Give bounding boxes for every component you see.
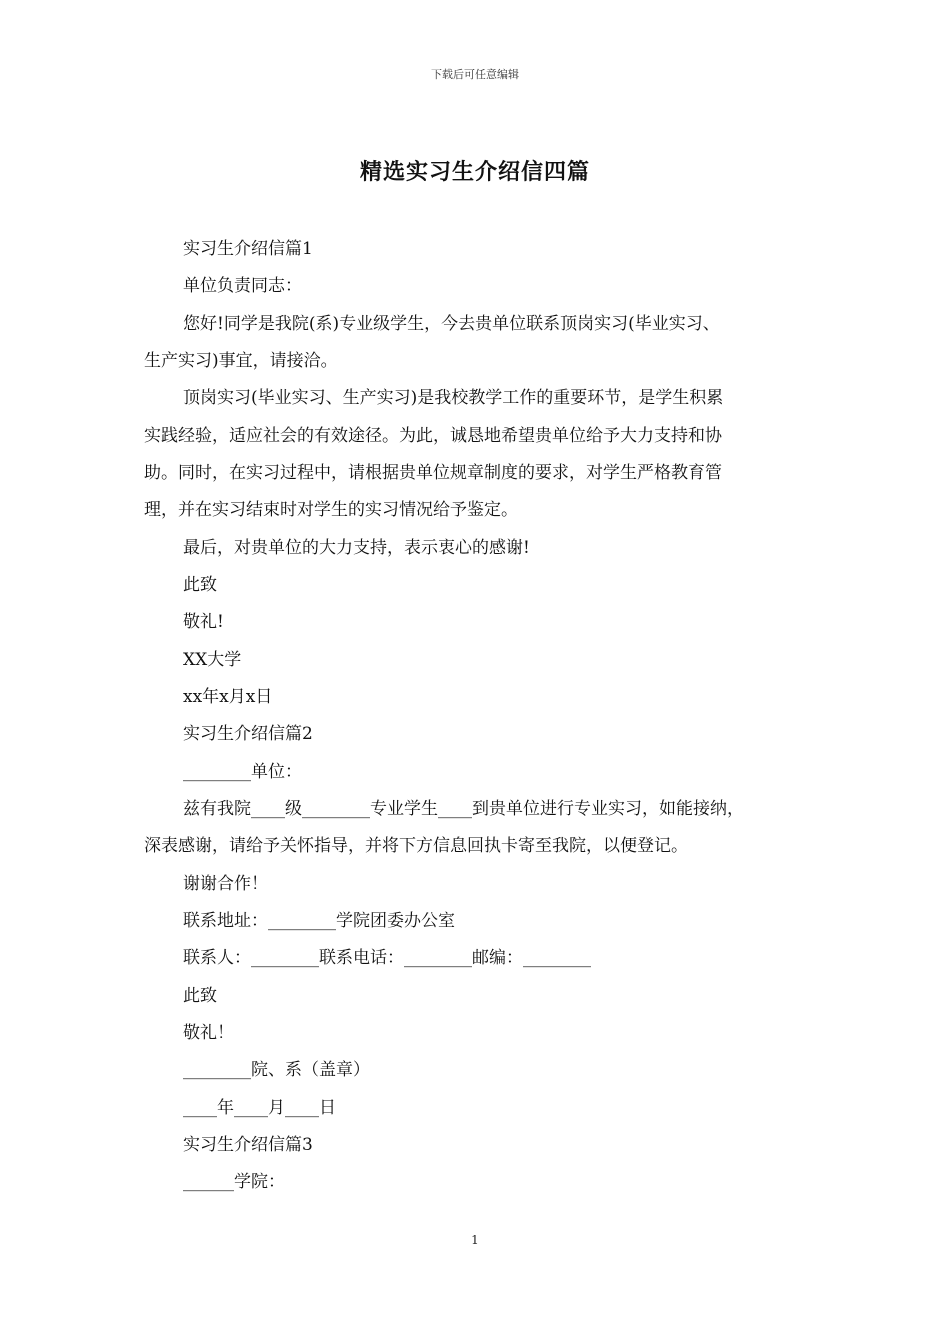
closing-line: 敬礼！ bbox=[183, 1023, 234, 1043]
paragraph-line: 实践经验，适应社会的有效途径。为此，诚恳地希望贵单位给予大力支持和协 bbox=[144, 426, 722, 446]
paragraph-line: 谢谢合作！ bbox=[183, 874, 268, 894]
contact-person-line: 联系人：________联系电话：________邮编：________ bbox=[183, 948, 591, 968]
paragraph-line: 助。同时，在实习过程中，请根据贵单位规章制度的要求，对学生严格教育管 bbox=[144, 463, 722, 483]
paragraph-line: 生产实习)事宜，请接洽。 bbox=[144, 351, 338, 371]
page-header: 下载后可任意编辑 bbox=[431, 68, 519, 81]
paragraph-line: 您好!同学是我院(系)专业级学生，今去贵单位联系顶岗实习(毕业实习、 bbox=[183, 314, 720, 334]
paragraph-line: 兹有我院____级________专业学生____到贵单位进行专业实习，如能接纳， bbox=[183, 799, 744, 819]
contact-address-line: 联系地址：________学院团委办公室 bbox=[183, 911, 455, 931]
salutation: 单位负责同志： bbox=[183, 276, 302, 296]
paragraph-line: 深表感谢，请给予关怀指导，并将下方信息回执卡寄至我院，以便登记。 bbox=[144, 836, 688, 856]
date-line: xx年x月x日 bbox=[183, 687, 273, 707]
date-line: ____年____月____日 bbox=[183, 1098, 336, 1118]
document-title: 精选实习生介绍信四篇 bbox=[359, 159, 590, 185]
closing-line: 此致 bbox=[183, 986, 217, 1006]
signature-line: ________院、系（盖章） bbox=[183, 1060, 370, 1080]
section-heading-3: 实习生介绍信篇3 bbox=[183, 1135, 313, 1155]
salutation: ________单位： bbox=[183, 762, 302, 782]
paragraph-line: 顶岗实习(毕业实习、生产实习)是我校教学工作的重要环节，是学生积累 bbox=[183, 388, 724, 408]
closing-line: 敬礼! bbox=[183, 612, 224, 632]
paragraph-line: 最后，对贵单位的大力支持，表示衷心的感谢! bbox=[183, 538, 530, 558]
page-number: 1 bbox=[471, 1233, 479, 1247]
section-heading-1: 实习生介绍信篇1 bbox=[183, 239, 313, 259]
section-heading-2: 实习生介绍信篇2 bbox=[183, 724, 313, 744]
signature-line: XX大学 bbox=[183, 650, 242, 670]
closing-line: 此致 bbox=[183, 575, 217, 595]
paragraph-line: 理，并在实习结束时对学生的实习情况给予鉴定。 bbox=[144, 500, 518, 520]
salutation: ______学院： bbox=[183, 1172, 285, 1192]
